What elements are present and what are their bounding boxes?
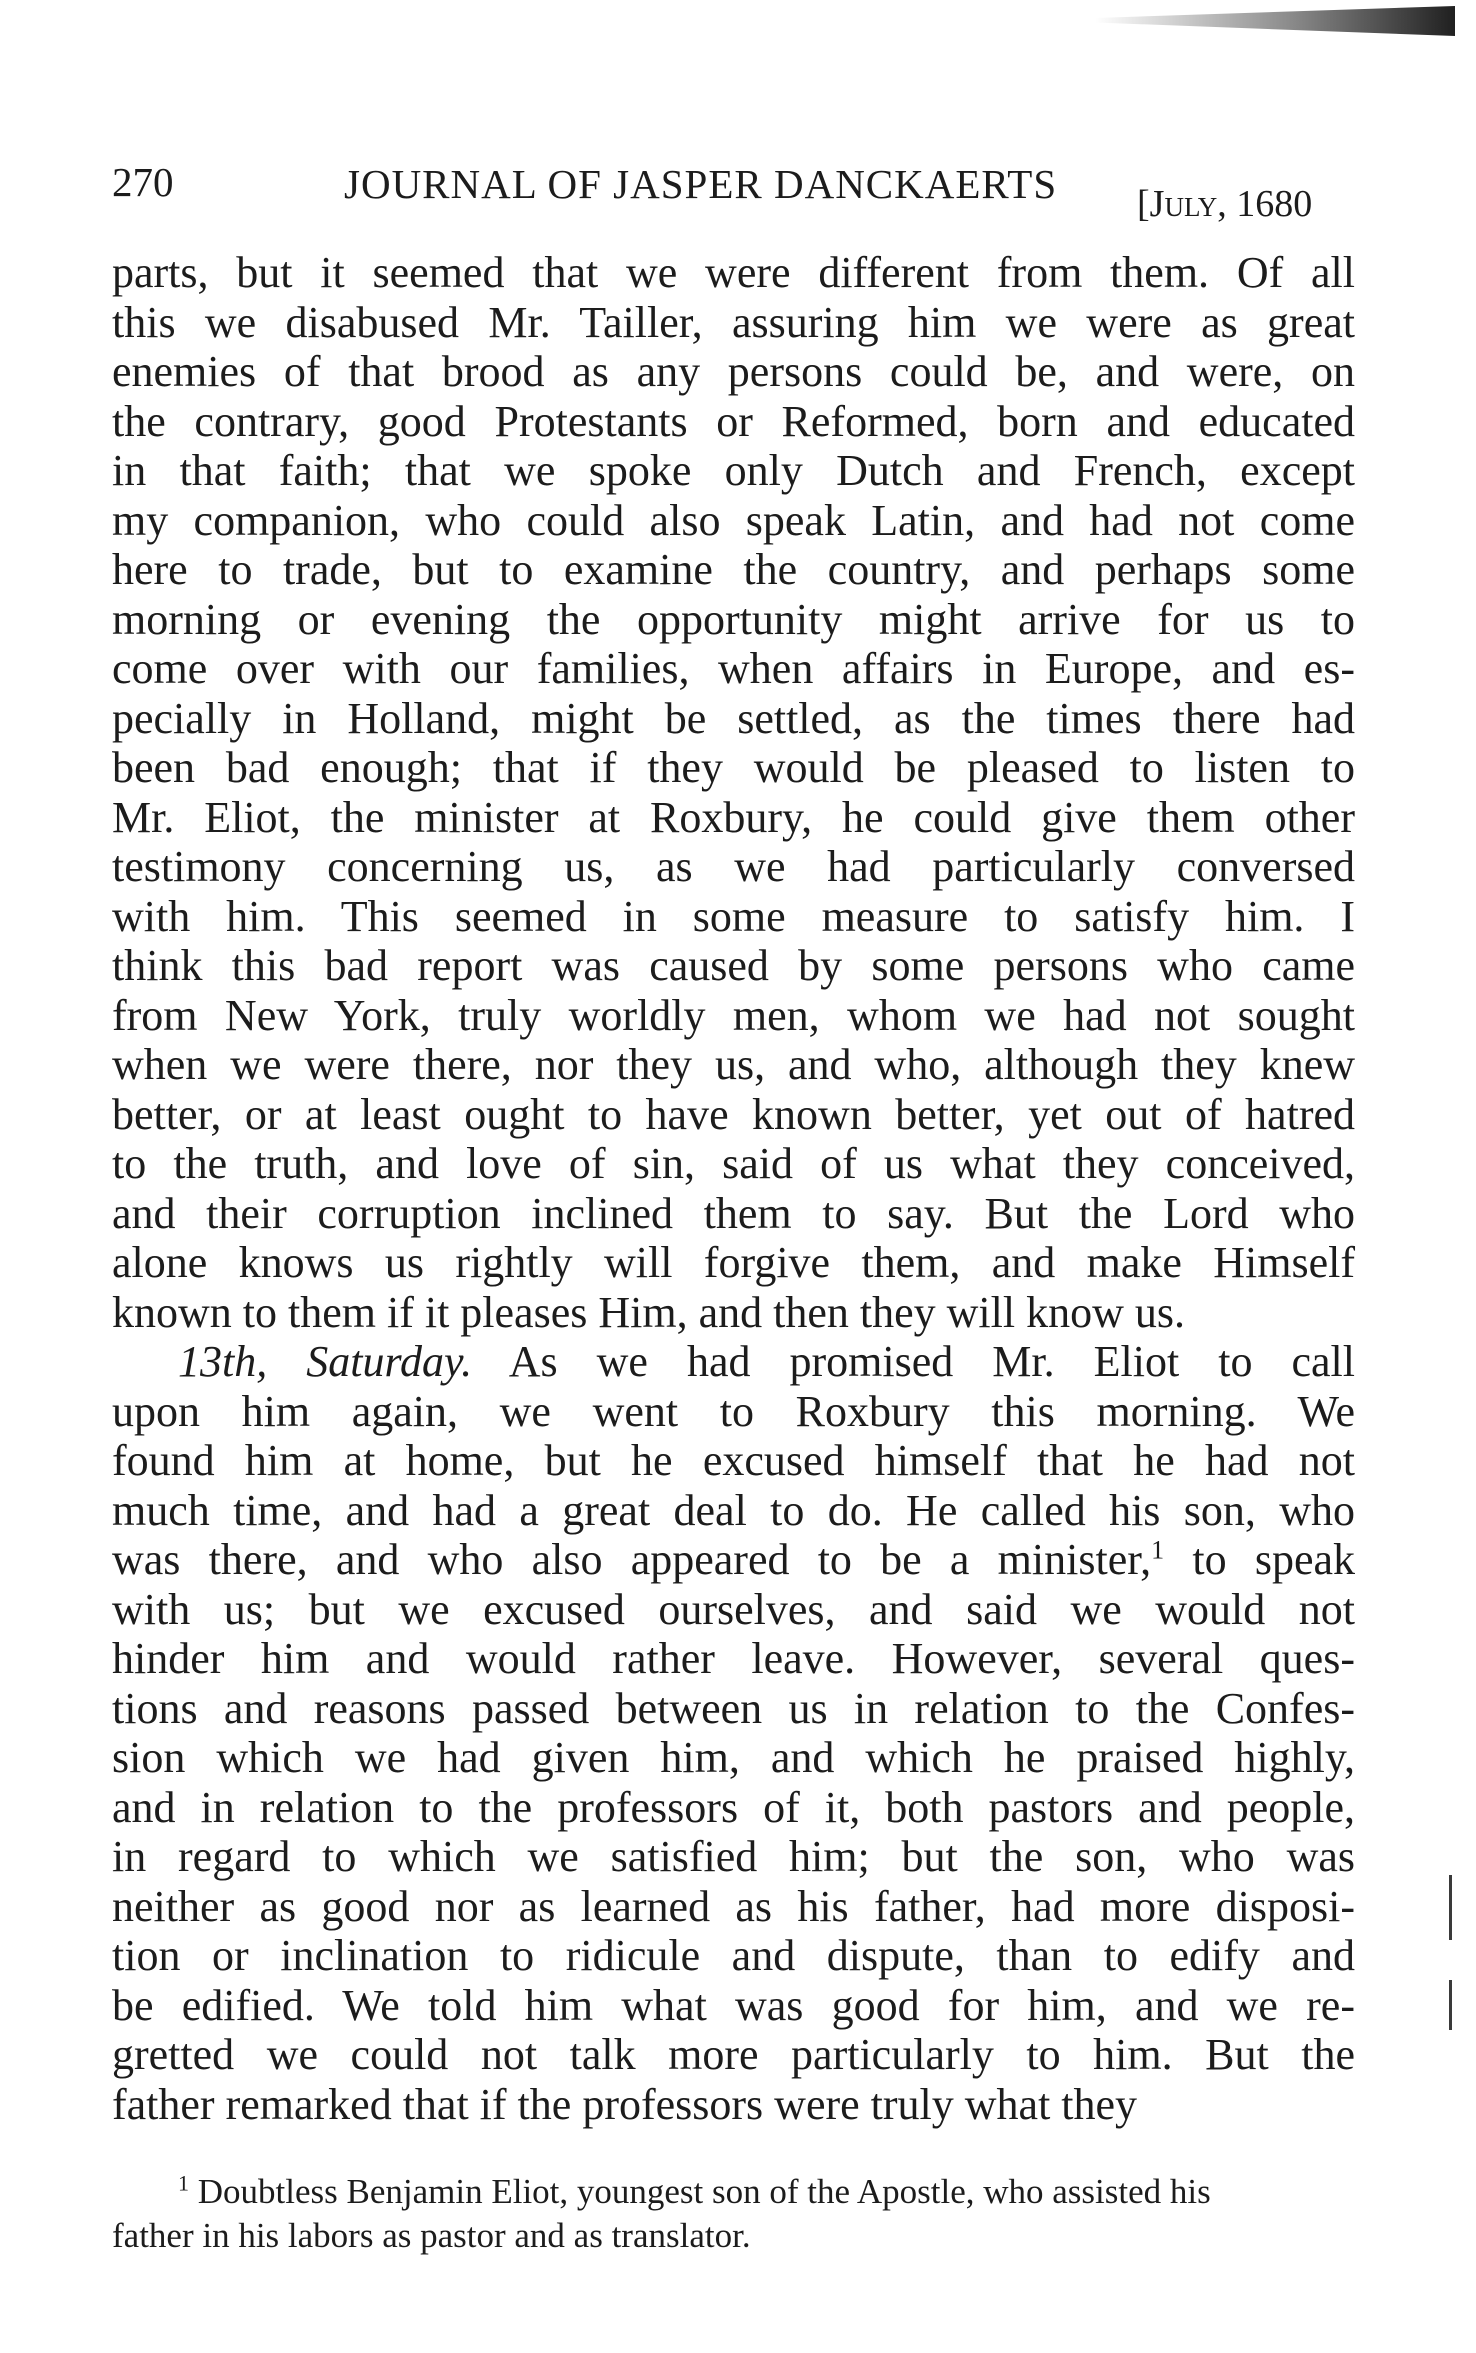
date-tag: [July, 1680 xyxy=(1137,183,1313,225)
text-line: in that faith; that we spoke only Dutch and French, except xyxy=(112,446,1355,495)
text-line: this we disabused Mr. Tailler, assuring him we were as great xyxy=(112,297,1355,347)
text-line: known to them if it pleases Him, and then they will know us. xyxy=(112,1287,1185,1337)
text-line: come over with our families, when affairs in Europe, and es- xyxy=(112,644,1355,693)
text-line: testimony concerning us, as we had particularly conversed xyxy=(112,842,1355,891)
text-line: upon him again, we went to Roxbury this morning. We xyxy=(112,1386,1355,1436)
text-line: alone knows us rightly will forgive them, and make Himself xyxy=(112,1238,1355,1287)
text-line: parts, but it seemed that we were different from them. Of all xyxy=(112,248,1355,297)
footnote xyxy=(112,2170,1352,2258)
text-line: sion which we had given him, and which he praised highly, xyxy=(112,1733,1355,1782)
text-line: morning or evening the opportunity might arrive for us to xyxy=(112,594,1355,644)
footnote-reference-line xyxy=(112,1535,1355,1585)
running-title: JOURNAL OF JASPER DANCKAERTS xyxy=(344,161,1058,207)
text-line: tions and reasons passed between us in relation to the Confes- xyxy=(112,1683,1355,1733)
text-line: and in relation to the professors of it, both pastors and people, xyxy=(112,1782,1355,1832)
body-text xyxy=(112,248,1355,2129)
entry-first-line-text: As we had promised Mr. Eliot to call xyxy=(508,1337,1356,1386)
text-segment: to speak xyxy=(1192,1535,1355,1584)
footnote-text: Doubtless Benjamin Eliot, youngest son of the Apostle, who assisted his xyxy=(197,2172,1211,2211)
footnote-marker: 1 xyxy=(1151,1535,1165,1565)
text-line: pecially in Holland, might be settled, as the times there had xyxy=(112,693,1355,743)
text-line: to the truth, and love of sin, said of us what they conceived, xyxy=(112,1139,1355,1188)
text-line: Mr. Eliot, the minister at Roxbury, he could give them other xyxy=(112,792,1355,842)
text-line: the contrary, good Protestants or Reformed, born and educated xyxy=(112,396,1355,446)
text-line: when we were there, nor they us, and who, although they knew xyxy=(112,1040,1355,1089)
text-line: hinder him and would rather leave. However, several ques- xyxy=(112,1634,1355,1683)
text-line: enemies of that brood as any persons could be, and were, on xyxy=(112,347,1355,396)
text-line: better, or at least ought to have known better, yet out of hatred xyxy=(112,1089,1355,1139)
text-line: from New York, truly worldly men, whom we had not sought xyxy=(112,990,1355,1040)
text-line: tion or inclination to ridicule and dispute, than to edify and xyxy=(112,1931,1355,1980)
text-line: much time, and had a great deal to do. He called his son, who xyxy=(112,1485,1355,1535)
footnote-line: father in his labors as pastor and as translator. xyxy=(112,2216,751,2255)
text-line: here to trade, but to examine the country, and perhaps some xyxy=(112,545,1355,594)
entry-date-day: 13th, xyxy=(178,1337,268,1386)
text-line: with him. This seemed in some measure to satisfy him. I xyxy=(112,891,1355,941)
text-segment: was there, and who also appeared to be a minister, xyxy=(112,1535,1152,1584)
text-line: and their corruption inclined them to say. But the Lord who xyxy=(112,1188,1355,1238)
text-line: be edified. We told him what was good for him, and we re- xyxy=(112,1980,1355,2030)
journal-entry-start xyxy=(112,1337,1355,1387)
text-line: gretted we could not talk more particularly to him. But the xyxy=(112,2030,1355,2079)
text-line: been bad enough; that if they would be pleased to listen to xyxy=(112,743,1355,792)
text-line: think this bad report was caused by some persons who came xyxy=(112,941,1355,990)
text-line: neither as good nor as learned as his father, had more disposi- xyxy=(112,1881,1355,1931)
text-line: father remarked that if the professors were truly what they xyxy=(112,2079,1138,2129)
footnote-line xyxy=(112,2170,1352,2214)
text-line: in regard to which we satisfied him; but the son, who was xyxy=(112,1832,1355,1881)
text-line: found him at home, but he excused himself that he had not xyxy=(112,1436,1355,1485)
scan-edge-line-lower xyxy=(1449,1980,1452,2030)
running-header xyxy=(112,152,1352,225)
footnote-number: 1 xyxy=(178,2170,189,2196)
entry-date-weekday: Saturday. xyxy=(306,1337,473,1386)
text-line: my companion, who could also speak Latin, and had not come xyxy=(112,495,1355,545)
text-line: with us; but we excused ourselves, and said we would not xyxy=(112,1584,1355,1634)
scan-edge-mark xyxy=(1095,6,1455,36)
page-number: 270 xyxy=(112,159,174,205)
scan-edge-line-upper xyxy=(1449,1875,1452,1940)
